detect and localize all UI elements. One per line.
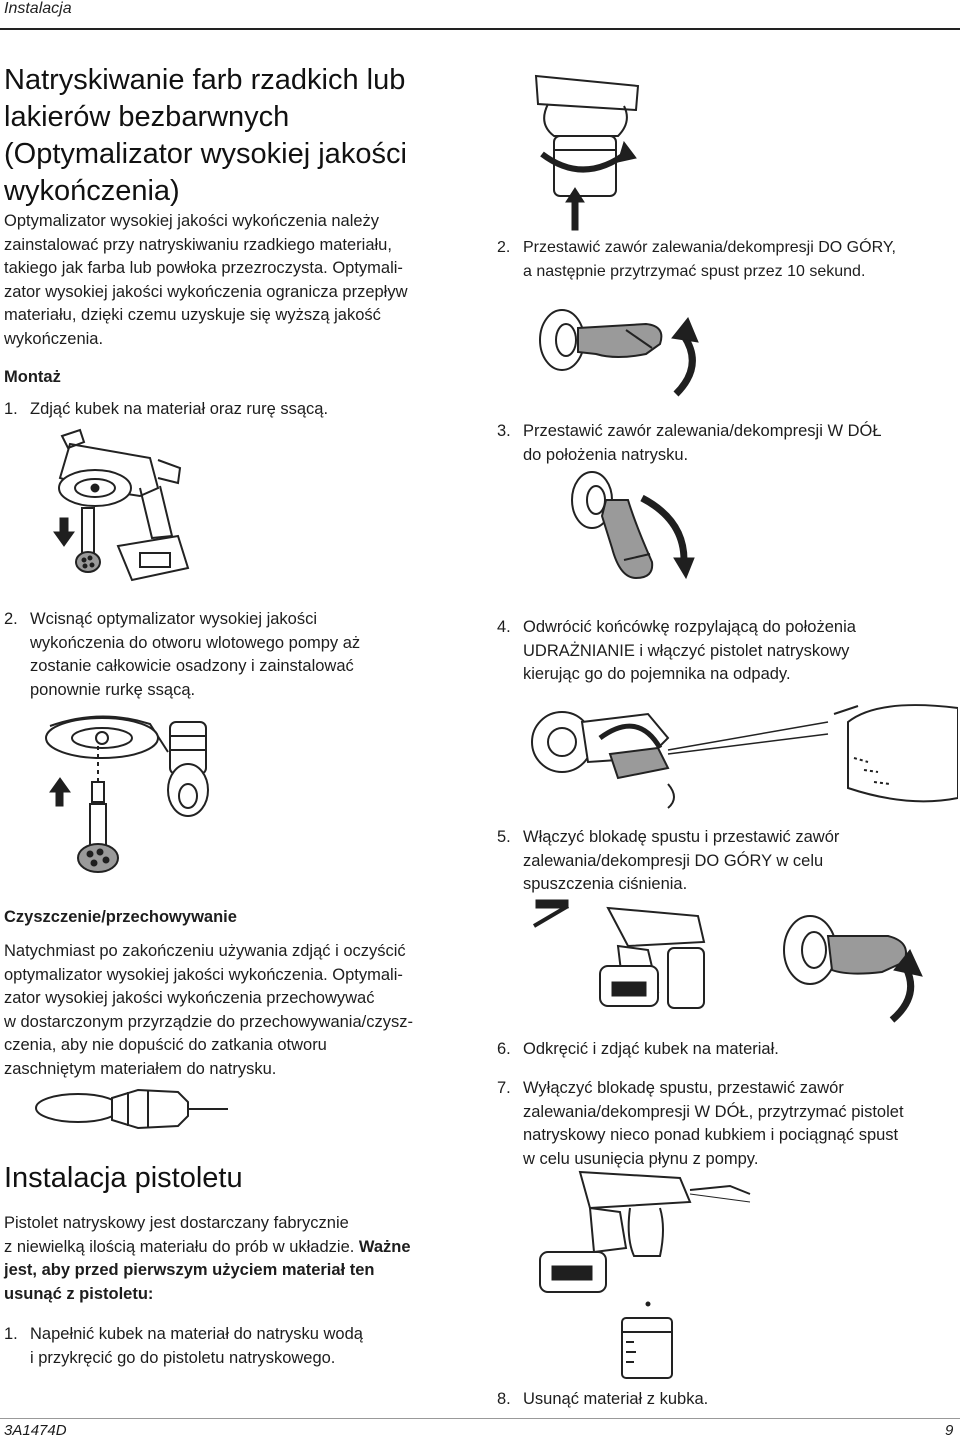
montaz-heading: Montaż <box>4 368 61 386</box>
section-header: Instalacja <box>4 0 72 17</box>
cleaning-heading: Czyszczenie/przechowywanie <box>4 908 237 926</box>
cleaning-line: Natychmiast po zakończeniu używania zdjąć i oczyścić <box>4 942 406 960</box>
illustration-valve-up <box>536 296 706 400</box>
step-line: spuszczenia ciśnienia. <box>523 875 688 893</box>
illustration-pump-rotate <box>528 70 648 232</box>
step-number: 4. <box>497 618 511 636</box>
step-number: 3. <box>497 422 511 440</box>
illustration-trigger-lock <box>528 896 928 1026</box>
gun-install-title: Instalacja pistoletu <box>4 1162 243 1194</box>
step-text: Usunąć materiał z kubka. <box>523 1390 709 1408</box>
right-step-3 <box>497 420 957 467</box>
cleaning-line: zaschniętym materiałem do natrysku. <box>4 1059 277 1078</box>
step-text: Zdjąć kubek na materiał oraz rurę ssącą. <box>30 400 329 418</box>
step-line: a następnie przytrzymać spust przez 10 sekund. <box>523 262 866 280</box>
intro-line: Optymalizator wysokiej jakości wykończenia należy <box>4 212 380 230</box>
step-line: w celu usunięcia płynu z pompy. <box>523 1149 759 1168</box>
step-line: natryskowy nieco ponad kubkiem i pociągnąć spust <box>523 1126 899 1144</box>
cleaning-line: optymalizator wysokiej jakości wykończenia. Optymali- <box>4 965 403 984</box>
gun-line-text: z niewielką ilością materiału do prób w układzie. <box>4 1237 359 1256</box>
cleaning-line: zator wysokiej jakości wykończenia przechowywać <box>4 989 375 1007</box>
gun-line-bold: usunąć z pistoletu: <box>4 1284 154 1303</box>
step-line: Odwrócić końcówkę rozpylającą do położenia <box>523 618 856 636</box>
gun-line-bold: jest, aby przed pierwszym użyciem materiał ten <box>4 1261 375 1279</box>
intro-paragraph <box>4 210 474 351</box>
cleaning-paragraph <box>4 940 474 1081</box>
step-line: kierując go do pojemnika na odpady. <box>523 665 791 683</box>
right-step-4 <box>497 616 957 687</box>
step-line: Włączyć blokadę spustu i przestawić zawór <box>523 828 840 846</box>
illustration-purge-pump <box>530 1168 760 1380</box>
gun-line <box>4 1236 474 1260</box>
right-step-7 <box>497 1077 957 1171</box>
section-title: Natryskiwanie farb rzadkich lub lakierów bezbarwnych (Optymalizator wysokiej jakości wykończenia) <box>4 64 407 207</box>
header-rule <box>0 28 960 30</box>
step-line: i przykręcić go do pistoletu natryskowego. <box>30 1348 336 1367</box>
illustration-insert-optimizer <box>40 712 280 882</box>
intro-line: zator wysokiej jakości wykończenia ogranicza przepływ <box>4 282 408 301</box>
step-line: Wcisnąć optymalizator wysokiej jakości <box>30 610 318 628</box>
step-text: Odkręcić i zdjąć kubek na materiał. <box>523 1040 779 1058</box>
right-step-8 <box>497 1388 957 1412</box>
illustration-unclog-spray <box>518 698 958 816</box>
step-number: 2. <box>4 610 18 628</box>
step-line: Przestawić zawór zalewania/dekompresji DO GÓRY, <box>523 239 896 256</box>
gun-install-paragraph <box>4 1212 474 1306</box>
step-line: zalewania/dekompresji DO GÓRY w celu <box>523 851 824 870</box>
footer-rule <box>0 1418 960 1419</box>
illustration-remove-cup <box>40 428 230 588</box>
step-line: UDRAŻNIANIE i włączyć pistolet natryskowy <box>523 641 850 660</box>
intro-line: zainstalować przy natryskiwaniu rzadkiego materiału, <box>4 235 392 254</box>
right-step-5 <box>497 826 957 897</box>
right-step-6 <box>497 1038 957 1062</box>
step-line: Wyłączyć blokadę spustu, przestawić zawór <box>523 1079 844 1097</box>
step-number: 5. <box>497 828 511 846</box>
gun-line: Pistolet natryskowy jest dostarczany fabrycznie <box>4 1214 349 1232</box>
step-line: Przestawić zawór zalewania/dekompresji W DÓŁ <box>523 422 882 440</box>
step-line: ponownie rurkę ssącą. <box>30 680 196 699</box>
document-number: 3A1474D <box>4 1422 67 1439</box>
left-step-1 <box>4 398 474 422</box>
step-number: 2. <box>497 239 511 256</box>
illustration-valve-down <box>566 470 706 590</box>
cleaning-line: w dostarczonym przyrządzie do przechowywania/czysz- <box>4 1012 413 1031</box>
step-number: 7. <box>497 1079 511 1097</box>
step-number: 1. <box>4 400 18 418</box>
step-number: 6. <box>497 1040 511 1058</box>
step-line: zalewania/dekompresji W DÓŁ, przytrzymać pistolet <box>523 1102 904 1121</box>
step-line: do położenia natrysku. <box>523 445 689 464</box>
right-step-2 <box>497 236 957 283</box>
step-number: 8. <box>497 1390 511 1408</box>
illustration-storage-tool <box>28 1082 258 1146</box>
step-line: wykończenia do otworu wlotowego pompy aż <box>30 633 361 652</box>
page-number: 9 <box>945 1422 954 1439</box>
intro-line: wykończenia. <box>4 329 104 348</box>
cleaning-line: czenia, aby nie dopuścić do zatkania otworu <box>4 1036 327 1054</box>
gun-line-emphasis: Ważne <box>358 1237 411 1256</box>
gun-step-1 <box>4 1323 474 1370</box>
left-step-2 <box>4 608 474 702</box>
intro-line: materiału, dzięki czemu uzyskuje się wyższą jakość <box>4 306 381 324</box>
intro-line: takiego jak farba lub powłoka przezroczysta. Optymali- <box>4 259 403 277</box>
step-line: zostanie całkowicie osadzony i zainstalować <box>30 657 354 675</box>
step-number: 1. <box>4 1325 18 1343</box>
step-line: Napełnić kubek na materiał do natrysku wodą <box>30 1325 363 1343</box>
